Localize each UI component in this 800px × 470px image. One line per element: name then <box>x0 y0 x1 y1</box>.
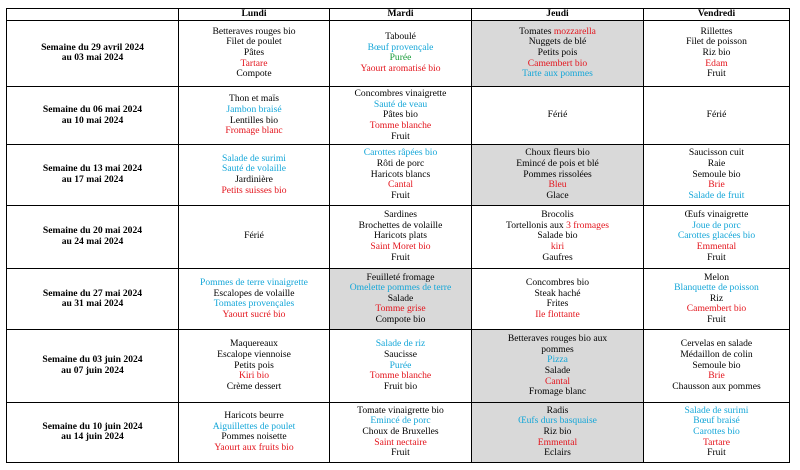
menu-item <box>332 132 469 143</box>
menu-item-text: Purée <box>389 359 412 371</box>
menu-cell-mardi <box>330 268 472 329</box>
week-label-line: au 17 mai 2024 <box>61 173 124 185</box>
menu-item-text: Œufs durs basquaise <box>518 415 597 427</box>
menu-item-text: Riz bio <box>702 46 731 58</box>
menu-item-text: Riz <box>709 292 724 304</box>
menu-item <box>181 443 327 454</box>
menu-item-text: Fruit <box>707 68 726 80</box>
menu-cell-lundi <box>179 402 330 462</box>
menu-item-text: Salade de fruit <box>688 189 745 201</box>
menu-item-text: Bœuf provençale <box>367 41 434 53</box>
menu-item-text: Yaourt aux fruits bio <box>214 441 294 453</box>
menu-item-text: Tortellonis aux <box>506 219 567 231</box>
menu-cell-lundi <box>179 145 330 205</box>
menu-item <box>646 110 787 121</box>
menu-item-text: mozzarella <box>553 25 596 37</box>
menu-cell-vendredi <box>644 86 790 144</box>
menu-item-text: Brochettes de volaille <box>358 219 443 231</box>
menu-cell-jeudi <box>472 205 644 268</box>
menu-cell-jeudi <box>472 20 644 86</box>
menu-cell-mardi <box>330 205 472 268</box>
menu-item-text: Fruit <box>707 313 726 325</box>
menu-item <box>181 382 327 393</box>
week-label <box>7 330 179 402</box>
menu-item-text: Choux fleurs bio <box>525 147 590 159</box>
menu-item-text: Concombres bio <box>525 276 590 288</box>
menu-item-text: Pâtes <box>243 46 265 58</box>
menu-cell-vendredi <box>644 145 790 205</box>
menu-item-text: Salade de surimi <box>222 152 286 164</box>
menu-item-text: Petits pois <box>537 46 578 58</box>
menu-item-text: Omelette pommes de terre <box>349 282 452 294</box>
week-label <box>7 205 179 268</box>
menu-item-text: Filet de poisson <box>686 36 747 48</box>
menu-item-text: Petits pois <box>234 359 274 371</box>
week-label-line: Semaine du 13 mai 2024 <box>42 163 143 175</box>
menu-item-text: Concombres vinaigrette <box>354 88 447 100</box>
menu-item-text: Tomme blanche <box>369 119 432 131</box>
menu-item-text: Haricots blancs <box>370 168 431 180</box>
menu-item <box>181 186 327 197</box>
menu-item-text: Fruit <box>391 251 410 263</box>
menu-item-text: Fromage blanc <box>225 125 283 137</box>
menu-item-text: 3 fromages <box>566 219 609 231</box>
menu-item-text: Ile flottante <box>535 308 580 320</box>
menu-item-text: Yaourt aromatisé bio <box>360 62 441 74</box>
weekly-menu-table <box>6 8 790 463</box>
menu-header <box>7 9 790 21</box>
menu-item-text: Fruit <box>707 447 726 459</box>
menu-cell-vendredi <box>644 20 790 86</box>
menu-cell-lundi <box>179 330 330 402</box>
menu-item <box>332 191 469 202</box>
menu-item <box>332 448 469 459</box>
menu-item-text: Saucisson cuit <box>688 147 745 159</box>
menu-item-text: Salade de riz <box>375 338 426 350</box>
week-label-line: au 10 mai 2024 <box>61 114 124 126</box>
menu-item <box>646 448 787 459</box>
menu-item <box>646 253 787 264</box>
menu-item-text: Semoule bio <box>692 168 741 180</box>
menu-item-text: Yaourt sucré bio <box>222 308 286 320</box>
menu-item-text: Tartare <box>240 57 268 69</box>
menu-item-text: Gaufres <box>542 251 573 263</box>
week-label <box>7 86 179 144</box>
menu-item-text: Kiri bio <box>238 370 270 382</box>
menu-item-text: Riz bio <box>543 426 572 438</box>
menu-item-text: Choux de Bruxelles <box>362 426 439 438</box>
menu-item-text: Blanquette de poisson <box>674 282 759 294</box>
menu-item-text: Salade <box>387 292 414 304</box>
menu-item-text: Petits suisses bio <box>221 184 287 196</box>
menu-item-text: Emincé de pois et blé <box>516 158 599 170</box>
menu-item-text: Compote <box>236 68 272 80</box>
week-row <box>7 86 790 144</box>
menu-item <box>474 448 641 459</box>
menu-item-text: Pizza <box>547 354 568 366</box>
week-label-line: Semaine du 29 avril 2024 <box>41 41 144 53</box>
week-label-line: au 07 juin 2024 <box>61 364 124 376</box>
menu-cell-vendredi <box>644 205 790 268</box>
week-label <box>7 268 179 329</box>
menu-item-text: Crème dessert <box>226 380 282 392</box>
menu-item-text: Fruit <box>391 189 410 201</box>
menu-item <box>474 69 641 80</box>
menu-item <box>332 253 469 264</box>
menu-item-text: Betteraves rouges bio <box>212 25 296 37</box>
week-label <box>7 402 179 462</box>
menu-item-text: Tarte aux pommes <box>522 68 593 80</box>
header-day-vendredi: Vendredi <box>644 9 790 21</box>
menu-item-text: Steak haché <box>534 287 581 299</box>
menu-item-text: Saint Moret bio <box>370 241 431 253</box>
menu-item-text: Sardines <box>383 209 418 221</box>
menu-cell-mardi <box>330 145 472 205</box>
menu-item-text: Betteraves rouges bio aux <box>507 333 608 345</box>
menu-cell-jeudi <box>472 330 644 402</box>
menu-item-text: Tomme blanche <box>369 370 432 382</box>
menu-cell-mardi <box>330 86 472 144</box>
menu-item-text: Melon <box>703 271 730 283</box>
menu-item-text: Brocolis <box>541 209 574 221</box>
menu-item-text: Camembert bio <box>527 57 588 69</box>
menu-item <box>181 126 327 137</box>
menu-item-text: Tomate vinaigrette bio <box>357 404 444 416</box>
menu-item-text: Jambon braisé <box>226 104 282 116</box>
menu-item-text: Rillettes <box>700 25 733 37</box>
menu-item-text: Filet de poulet <box>226 36 282 48</box>
menu-item-text: Fruit <box>391 447 410 459</box>
menu-item-text: Lentilles bio <box>229 114 279 126</box>
menu-item-text: Frites <box>546 298 569 310</box>
menu-item <box>474 387 641 398</box>
week-label-line: au 14 juin 2024 <box>61 431 124 443</box>
menu-cell-lundi <box>179 86 330 144</box>
menu-item-text: Férié <box>706 109 727 121</box>
week-label-line: au 24 mai 2024 <box>61 235 124 247</box>
week-row <box>7 330 790 402</box>
menu-item-text: Rôti de porc <box>376 158 425 170</box>
menu-item-text: Raie <box>707 158 726 170</box>
menu-item-text: pommes <box>541 343 574 355</box>
menu-item <box>332 315 469 326</box>
menu-item-text: Aiguillettes de poulet <box>212 420 296 432</box>
menu-item-text: Bleu <box>548 179 567 191</box>
menu-item-text: Haricots beurre <box>224 410 284 422</box>
menu-item <box>646 69 787 80</box>
menu-item-text: Salade de surimi <box>684 404 749 416</box>
menu-item-text: Joue de porc <box>692 219 741 231</box>
week-label-line: au 03 mai 2024 <box>61 52 124 64</box>
menu-item-text: Tomates provençales <box>213 298 295 310</box>
menu-item-text: Pommes de terre vinaigrette <box>200 276 308 288</box>
menu-item-text: Haricots plats <box>373 230 428 242</box>
menu-item-text: Eclairs <box>544 447 571 459</box>
menu-item-text: Férié <box>547 109 568 121</box>
menu-item-text: Cantal <box>544 375 571 387</box>
menu-cell-lundi <box>179 20 330 86</box>
menu-item-text: Cervelas en salade <box>680 338 753 350</box>
menu-item-text: Brie <box>708 370 725 382</box>
menu-item-text: Bœuf braisé <box>693 415 740 427</box>
menu-item <box>474 253 641 264</box>
menu-item-text: Saucisse <box>383 349 418 361</box>
menu-cell-vendredi <box>644 330 790 402</box>
menu-item <box>332 64 469 75</box>
menu-item-text: Glace <box>546 189 569 201</box>
menu-cell-jeudi <box>472 268 644 329</box>
menu-item <box>181 231 327 242</box>
menu-item-text: Semoule bio <box>692 359 741 371</box>
menu-item <box>646 382 787 393</box>
menu-item-text: Purée <box>389 52 412 64</box>
menu-item-text: Emmental <box>537 436 578 448</box>
menu-item-text: Tartare <box>702 436 731 448</box>
week-row <box>7 402 790 462</box>
week-label-line: Semaine du 03 juin 2024 <box>42 354 143 366</box>
menu-cell-jeudi <box>472 402 644 462</box>
menu-item-text: Férié <box>244 230 264 242</box>
week-row <box>7 268 790 329</box>
menu-item <box>181 69 327 80</box>
menu-item-text: Feuilleté fromage <box>366 271 435 283</box>
menu-item-text: Cantal <box>387 179 414 191</box>
menu-item-text: Salade <box>544 364 571 376</box>
menu-item-text: Camembert bio <box>686 303 747 315</box>
menu-item-text: Taboulé <box>385 31 416 43</box>
week-row <box>7 205 790 268</box>
menu-item <box>474 191 641 202</box>
menu-item-text: Fruit bio <box>383 380 418 392</box>
menu-item-text: Maquereaux <box>230 338 278 350</box>
week-label-line: Semaine du 10 juin 2024 <box>42 420 143 432</box>
menu-item-text: Escalope viennoise <box>217 349 291 361</box>
menu-item-text: Pommes rissolées <box>523 168 592 180</box>
menu-item <box>646 191 787 202</box>
menu-item-text: Fruit <box>707 251 726 263</box>
header-row <box>7 9 790 21</box>
menu-item-text: Edam <box>705 57 728 69</box>
menu-cell-vendredi <box>644 402 790 462</box>
menu-item-text: Fruit <box>391 130 410 142</box>
menu-item-text: Chausson aux pommes <box>672 380 761 392</box>
menu-item-text: Emincé de porc <box>370 415 431 427</box>
menu-cell-mardi <box>330 330 472 402</box>
menu-item-text: Nuggets de blé <box>528 36 587 48</box>
menu-item <box>474 110 641 121</box>
week-label <box>7 145 179 205</box>
menu-item <box>474 310 641 321</box>
week-label-line: au 31 mai 2024 <box>61 298 124 310</box>
week-label <box>7 20 179 86</box>
menu-item-text: Œufs vinaigrette <box>684 209 749 221</box>
menu-item-text: Escalopes de volaille <box>213 287 295 299</box>
menu-item-text: Carottes glacées bio <box>677 230 756 242</box>
menu-item-text: Sauté de veau <box>373 98 428 110</box>
menu-item-text: Pommes noisette <box>221 431 287 443</box>
menu-item-text: Tomme grise <box>375 303 426 315</box>
header-day-jeudi: Jeudi <box>472 9 644 21</box>
menu-item-text: Thon et maïs <box>228 93 280 105</box>
menu-cell-jeudi <box>472 86 644 144</box>
menu-item-text: kiri <box>550 241 565 253</box>
header-day-mardi: Mardi <box>330 9 472 21</box>
menu-item-text: Compote bio <box>375 313 426 325</box>
menu-item-text: Sauté de volaille <box>222 163 286 175</box>
menu-item-text: Radis <box>546 404 569 416</box>
menu-body <box>7 20 790 462</box>
header-day-lundi: Lundi <box>179 9 330 21</box>
menu-item-text: Fromage blanc <box>528 386 587 398</box>
menu-item-text: Jardinière <box>235 173 273 185</box>
header-corner <box>7 9 179 21</box>
menu-cell-mardi <box>330 402 472 462</box>
menu-cell-mardi <box>330 20 472 86</box>
menu-item <box>646 315 787 326</box>
menu-item-text: Pâtes bio <box>383 109 418 121</box>
menu-item <box>181 310 327 321</box>
week-row <box>7 20 790 86</box>
menu-cell-vendredi <box>644 268 790 329</box>
menu-cell-jeudi <box>472 145 644 205</box>
menu-item-text: Carottes râpées bio <box>363 147 438 159</box>
menu-item <box>332 382 469 393</box>
menu-item-text: Saint nectaire <box>374 436 427 448</box>
menu-item-text: Emmental <box>696 241 737 253</box>
week-label-line: Semaine du 06 mai 2024 <box>42 104 143 116</box>
menu-item-text: Tomates <box>519 25 554 37</box>
week-label-line: Semaine du 20 mai 2024 <box>42 225 143 237</box>
menu-item-text: Carottes bio <box>693 426 740 438</box>
menu-cell-lundi <box>179 268 330 329</box>
week-label-line: Semaine du 27 mai 2024 <box>42 287 143 299</box>
week-row <box>7 145 790 205</box>
menu-item-text: Médaillon de colin <box>680 349 753 361</box>
menu-item-text: Salade bio <box>537 230 578 242</box>
menu-item-text: Brie <box>708 179 725 191</box>
menu-cell-lundi <box>179 205 330 268</box>
